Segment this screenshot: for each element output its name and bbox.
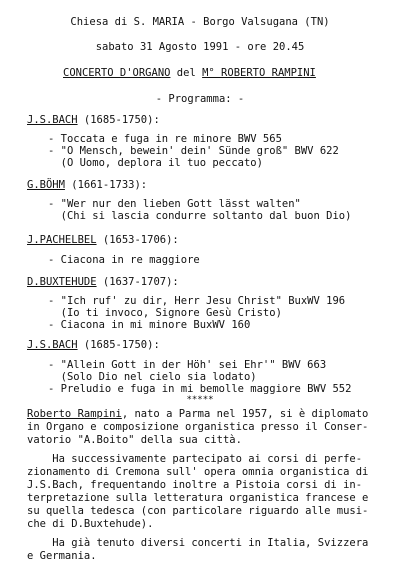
bio-line: che di D.Buxtehude). <box>27 518 154 530</box>
program-item: - "Wer nur den lieben Gott lässt walten" <box>48 198 301 210</box>
composer-name: D.BUXTEHUDE <box>27 276 97 288</box>
concert-title: CONCERTO D'ORGANO <box>63 67 171 79</box>
programma-heading: - Programma: - <box>155 93 245 105</box>
bio-name: Roberto Rampini <box>27 408 122 420</box>
bio-line: zionamento di Cremona sull' opera omnia organistica di <box>27 466 369 478</box>
program-item: - "Ich ruf' zu dir, Herr Jesu Christ" BuxWV 196 <box>48 295 346 307</box>
program-item: (Solo Dio nel cielo sia lodato) <box>48 371 257 383</box>
composer-dates: (1685-1750): <box>83 339 160 351</box>
church-heading: Chiesa di S. MARIA - Borgo Valsugana (TN) <box>70 16 330 28</box>
composer-dates: (1653-1706): <box>102 234 179 246</box>
concert-title-line <box>63 67 316 79</box>
bio-first-line-rest: , nato a Parma nel 1957, si è diplomato <box>121 408 369 420</box>
program-item: - Ciacona in re maggiore <box>48 254 200 266</box>
bio-line: su quella tedesca (con particolare riguardo alle musi- <box>27 505 369 517</box>
bio-line: terpretazione sulla letteratura organistica francese e <box>27 492 369 504</box>
bio-line: in Organo e composizione organistica presso il Conser- <box>27 421 369 433</box>
composer-heading <box>27 179 147 191</box>
concert-title-del: del <box>176 67 196 79</box>
composer-name: J.S.BACH <box>27 114 78 126</box>
composer-name: G.BÖHM <box>27 179 65 191</box>
composer-heading <box>27 234 179 246</box>
program-item: - "O Mensch, bewein' dein' Sünde groß" BWV 622 <box>48 145 339 157</box>
concert-date: sabato 31 Agosto 1991 - ore 20.45 <box>95 41 305 53</box>
composer-name: J.S.BACH <box>27 339 78 351</box>
composer-name: J.PACHELBEL <box>27 234 97 246</box>
composer-dates: (1637-1707): <box>102 276 179 288</box>
bio-line: vatorio "A.Boito" della sua città. <box>27 434 242 446</box>
bio-first-line <box>27 408 368 420</box>
composer-dates: (1685-1750): <box>83 114 160 126</box>
program-item: - Preludio e fuga in mi bemolle maggiore BWV 552 <box>48 383 352 395</box>
separator-stars: ***** <box>186 395 214 405</box>
bio-line: Ha già tenuto diversi concerti in Italia, Svizzera <box>27 537 369 549</box>
program-item: - "Allein Gott in der Höh' sei Ehr'" BWV 663 <box>48 359 327 371</box>
program-item: - Ciacona in mi minore BuxWV 160 <box>48 319 251 331</box>
bio-line: Ha successivamente partecipato ai corsi di perfe- <box>27 453 363 465</box>
composer-heading <box>27 276 179 288</box>
bio-line: e Germania. <box>27 550 97 562</box>
program-item: - Toccata e fuga in re minore BWV 565 <box>48 133 282 145</box>
program-item: (Chi si lascia condurre soltanto dal buon Dio) <box>48 210 352 222</box>
program-item: (O Uomo, deplora il tuo peccato) <box>48 157 263 169</box>
performer-name: M° ROBERTO RAMPINI <box>202 67 316 79</box>
composer-heading <box>27 114 160 126</box>
composer-dates: (1661-1733): <box>71 179 148 191</box>
bio-line: J.S.Bach, frequentando inoltre a Pistoia corsi di in- <box>27 479 363 491</box>
program-item: (Io ti invoco, Signore Gesù Cristo) <box>48 307 282 319</box>
composer-heading <box>27 339 160 351</box>
